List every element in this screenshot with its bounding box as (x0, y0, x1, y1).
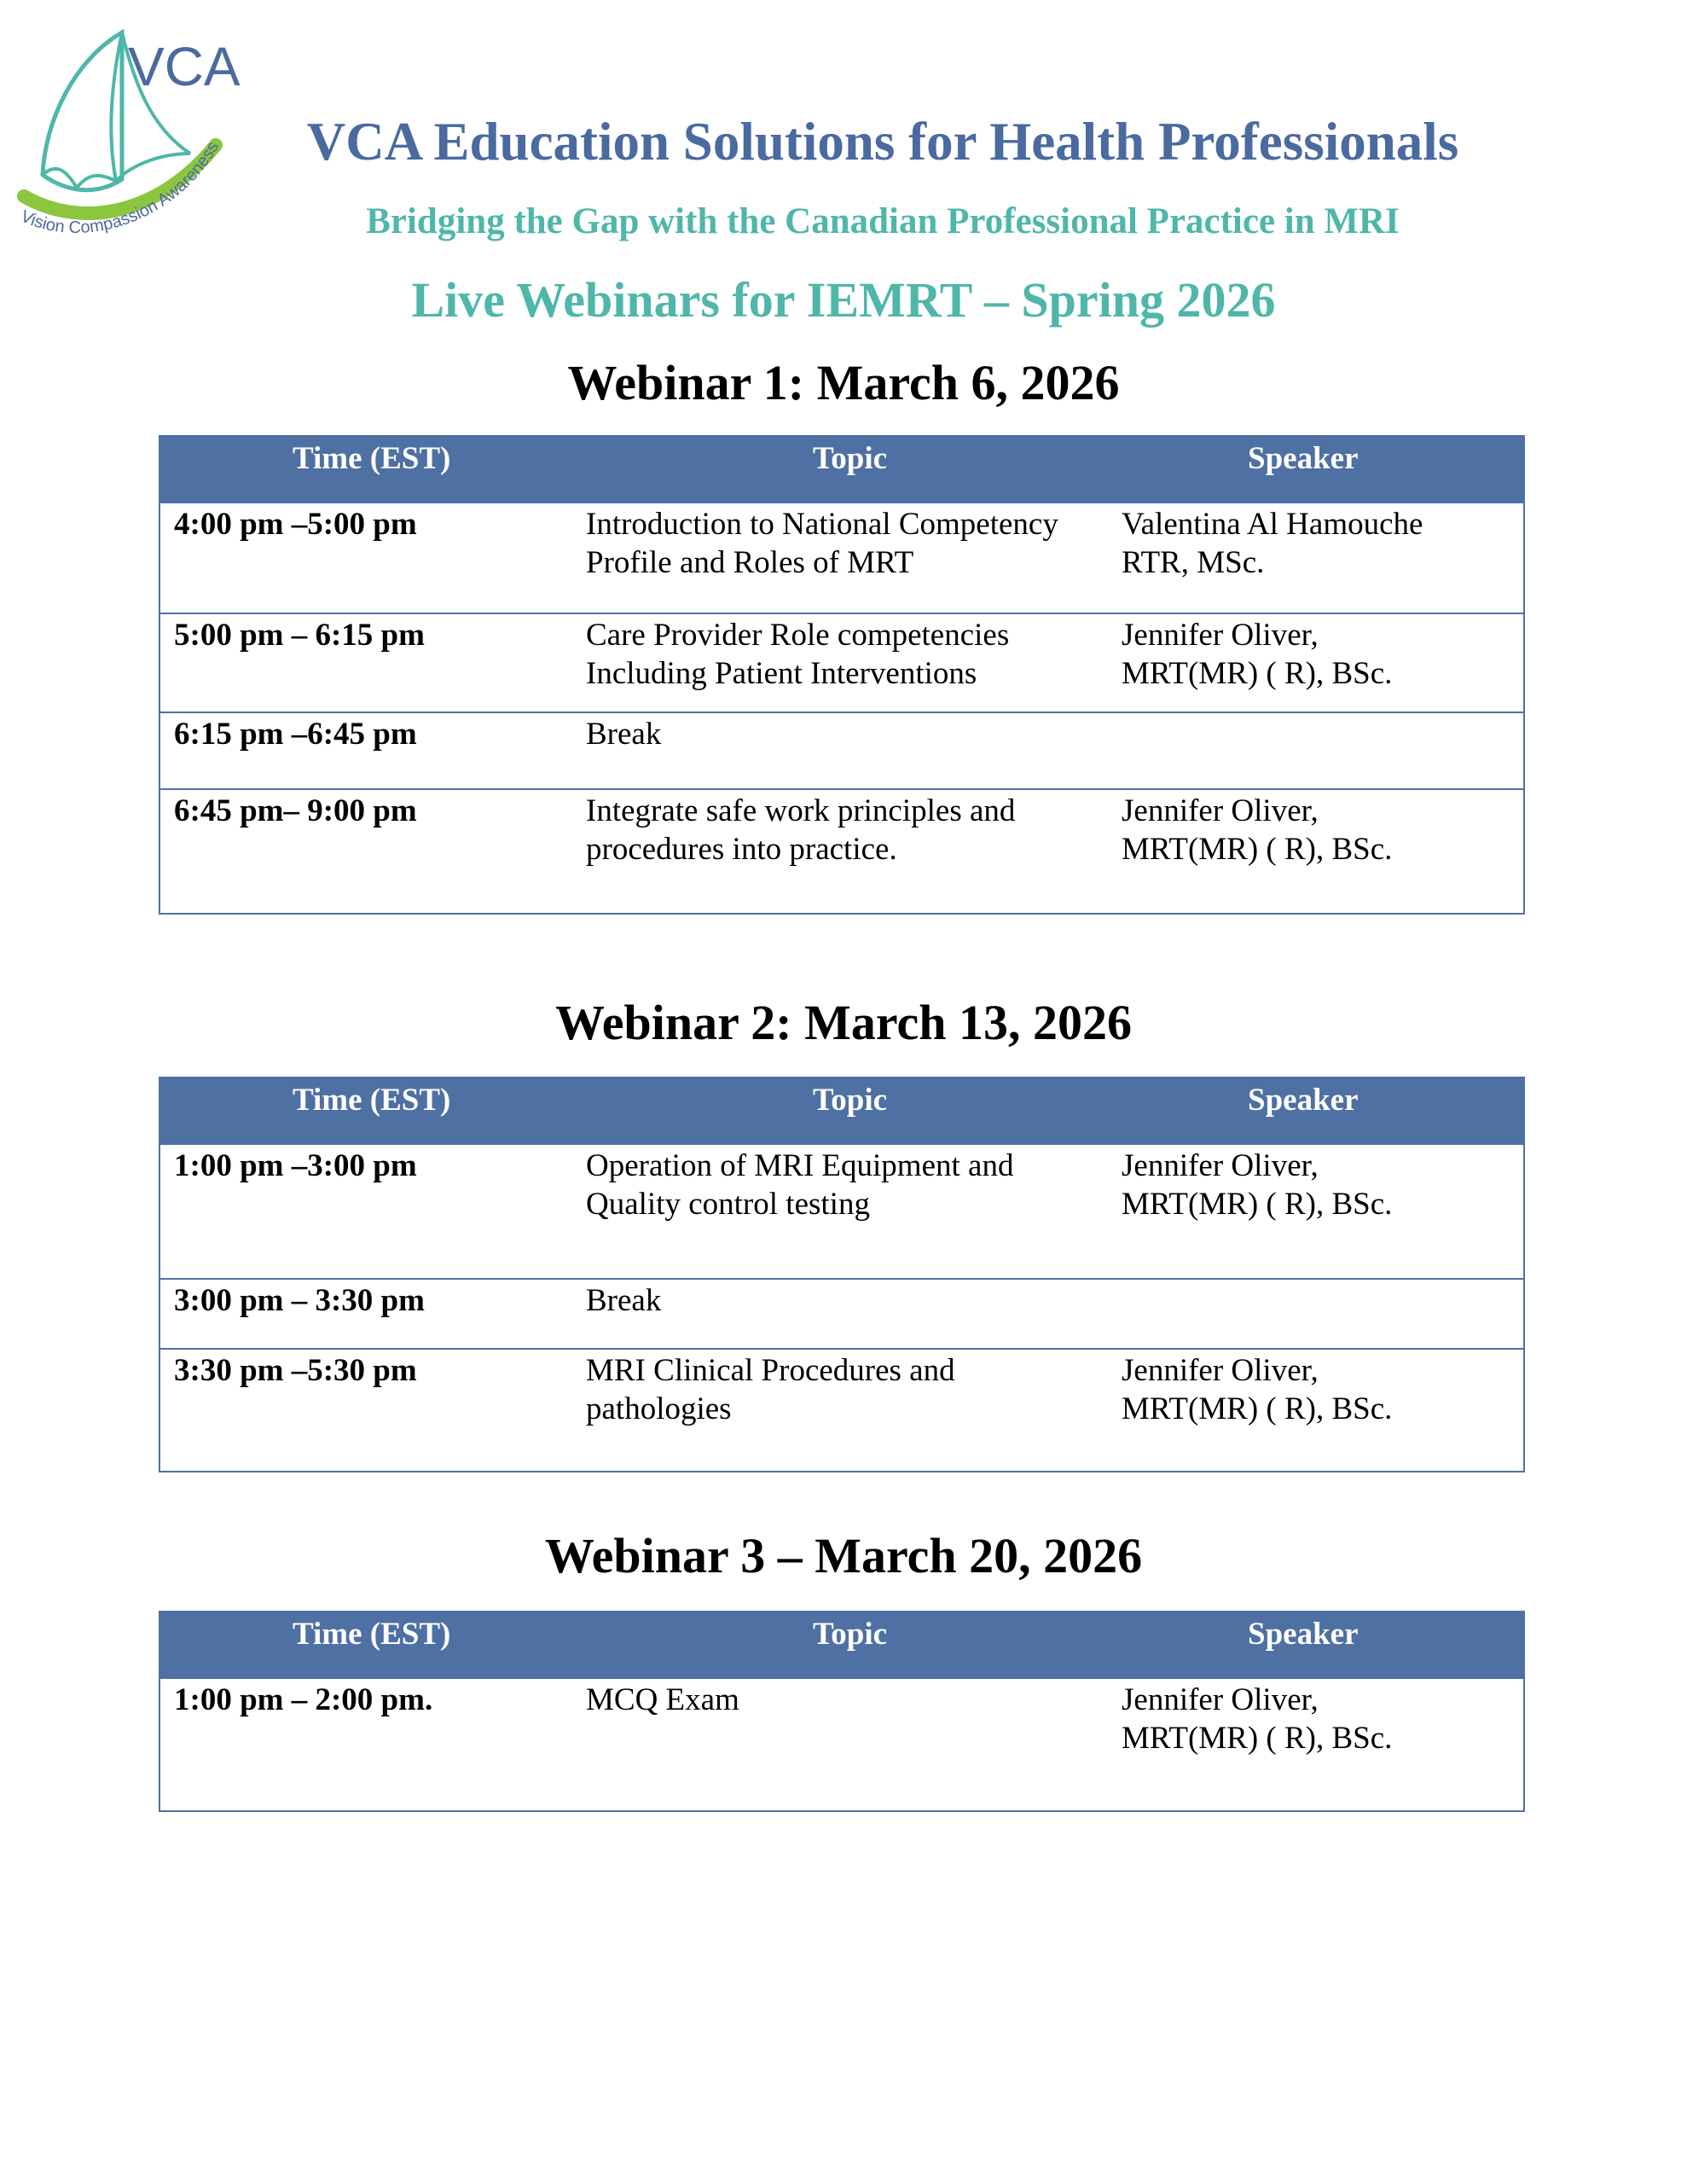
row-speaker (1115, 712, 1524, 789)
row-topic: Operation of MRI Equipment and Quality control testing (586, 1144, 1115, 1279)
row-topic: Introduction to National Competency Profile and Roles of MRT (586, 502, 1115, 613)
webinar-1-table (159, 435, 1525, 915)
row-time: 6:45 pm– 9:00 pm (159, 789, 586, 914)
col-header-topic: Topic (586, 436, 1115, 502)
row-speaker (1115, 1279, 1524, 1349)
row-topic: MRI Clinical Procedures and pathologies (586, 1349, 1115, 1472)
row-speaker: Jennifer Oliver, MRT(MR) ( R), BSc. (1115, 613, 1524, 712)
row-speaker: Jennifer Oliver, MRT(MR) ( R), BSc. (1115, 1349, 1524, 1472)
table-row (159, 1349, 1524, 1472)
row-time: 1:00 pm –3:00 pm (159, 1144, 586, 1279)
webinar-3-table (159, 1611, 1525, 1812)
webinar-2-table (159, 1077, 1525, 1472)
series-title: Live Webinars for IEMRT – Spring 2026 (411, 272, 1276, 328)
row-speaker: Jennifer Oliver, MRT(MR) ( R), BSc. (1115, 1678, 1524, 1811)
table-row (159, 789, 1524, 914)
page-title: VCA Education Solutions for Health Professionals (306, 112, 1459, 171)
row-time: 1:00 pm – 2:00 pm. (159, 1678, 586, 1811)
table-row (159, 502, 1524, 613)
logo-text: VCA (128, 36, 241, 97)
col-header-speaker: Speaker (1115, 1077, 1524, 1144)
row-topic: Integrate safe work principles and procedures into practice. (586, 789, 1115, 914)
row-topic: Break (586, 712, 1115, 789)
col-header-speaker: Speaker (1115, 436, 1524, 502)
row-speaker: Jennifer Oliver, MRT(MR) ( R), BSc. (1115, 789, 1524, 914)
row-time: 3:00 pm – 3:30 pm (159, 1279, 586, 1349)
page-subtitle: Bridging the Gap with the Canadian Professional Practice in MRI (366, 201, 1400, 241)
row-speaker: Jennifer Oliver, MRT(MR) ( R), BSc. (1115, 1144, 1524, 1279)
row-time: 5:00 pm – 6:15 pm (159, 613, 586, 712)
row-topic: Break (586, 1279, 1115, 1349)
col-header-speaker: Speaker (1115, 1612, 1524, 1678)
webinar-3-heading: Webinar 3 – March 20, 2026 (544, 1528, 1143, 1583)
col-header-topic: Topic (586, 1077, 1115, 1144)
col-header-time: Time (EST) (159, 1612, 586, 1678)
table-row (159, 1678, 1524, 1811)
row-time: 4:00 pm –5:00 pm (159, 502, 586, 613)
col-header-time: Time (EST) (159, 1077, 586, 1144)
row-topic: Care Provider Role competencies Including Patient Interventions (586, 613, 1115, 712)
row-time: 6:15 pm –6:45 pm (159, 712, 586, 789)
row-speaker: Valentina Al Hamouche RTR, MSc. (1115, 502, 1524, 613)
table-row (159, 613, 1524, 712)
table-row (159, 712, 1524, 789)
col-header-time: Time (EST) (159, 436, 586, 502)
webinar-2-heading: Webinar 2: March 13, 2026 (554, 995, 1133, 1050)
row-topic: MCQ Exam (586, 1678, 1115, 1811)
logo-tagline: Vision Compassion Awareness (17, 138, 223, 237)
col-header-topic: Topic (586, 1612, 1115, 1678)
row-time: 3:30 pm –5:30 pm (159, 1349, 586, 1472)
table-row (159, 1144, 1524, 1279)
table-row (159, 1279, 1524, 1349)
webinar-1-heading: Webinar 1: March 6, 2026 (567, 355, 1120, 410)
